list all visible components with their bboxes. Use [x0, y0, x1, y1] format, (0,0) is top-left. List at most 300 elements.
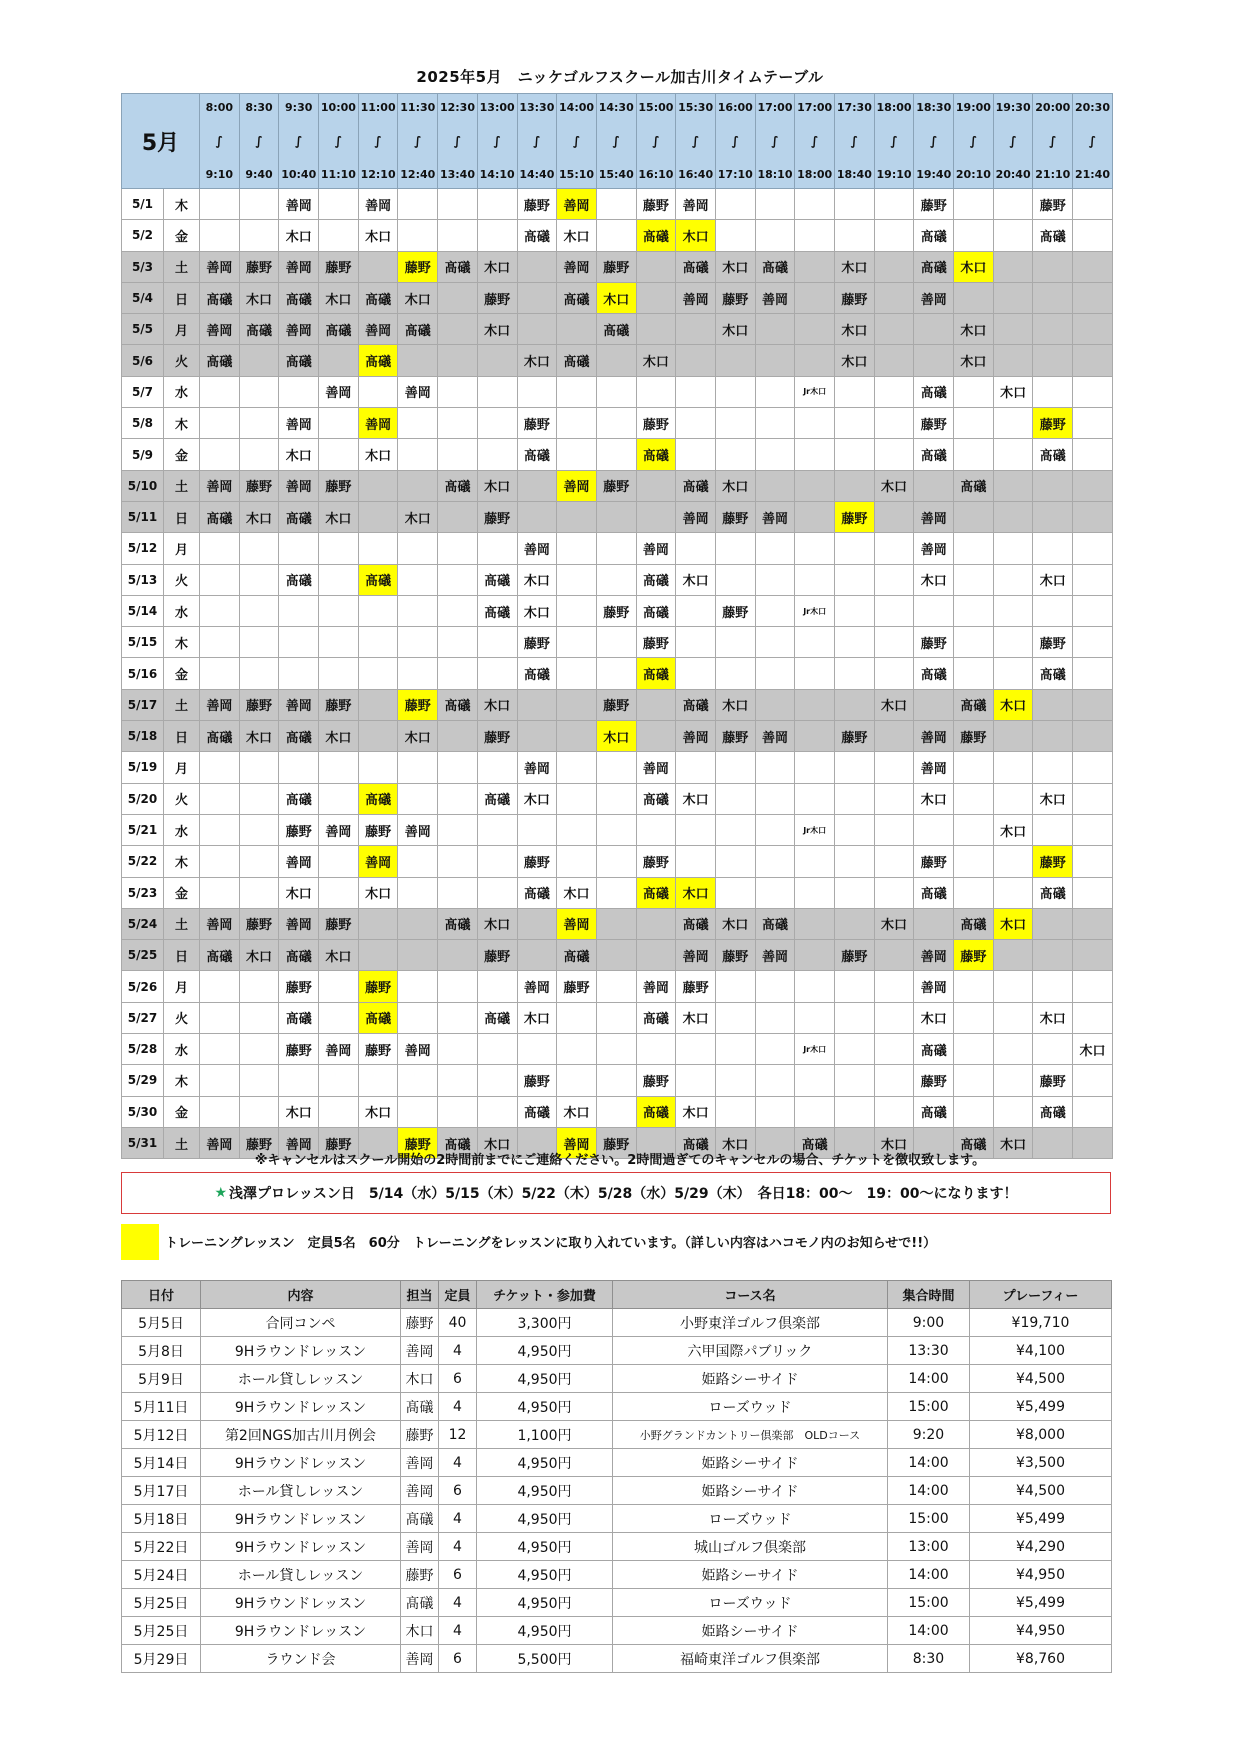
lesson-cell: [398, 533, 438, 564]
lesson-cell: [993, 721, 1033, 752]
lesson-cell: [200, 1096, 240, 1127]
event-row: [122, 1561, 1112, 1589]
time-slot-header: [914, 94, 954, 189]
lesson-cell: [993, 1034, 1033, 1065]
time-slot-header: [517, 94, 557, 189]
lesson-cell: [200, 220, 240, 251]
row-date: 5/20: [122, 783, 164, 814]
event-row: [122, 1617, 1112, 1645]
lesson-cell: [596, 1096, 636, 1127]
timetable-row: [122, 220, 1113, 251]
event-cell: 4: [439, 1505, 477, 1533]
lesson-cell: [874, 627, 914, 658]
lesson-cell: [954, 376, 994, 407]
timetable-row: [122, 689, 1113, 720]
lesson-cell: [636, 1034, 676, 1065]
time-slot: [438, 101, 477, 181]
lesson-cell: 藤野: [517, 1065, 557, 1096]
lesson-cell: [954, 439, 994, 470]
lesson-cell: [835, 1002, 875, 1033]
slot-start-time: 20:30: [1074, 101, 1110, 114]
lesson-cell: 藤野: [239, 470, 279, 501]
lesson-cell: 木口: [715, 251, 755, 282]
event-cell: ローズウッド: [613, 1393, 888, 1421]
lesson-cell: [874, 752, 914, 783]
range-mark: ∫: [334, 134, 343, 148]
slot-start-time: 18:00: [876, 101, 912, 114]
lesson-cell: 髙礒: [914, 439, 954, 470]
lesson-cell: 藤野: [358, 814, 398, 845]
lesson-cell: [1073, 1002, 1113, 1033]
lesson-cell: 木口: [279, 1096, 319, 1127]
lesson-cell: 木口: [239, 940, 279, 971]
lesson-cell: [795, 940, 835, 971]
time-slot-header: [1033, 94, 1073, 189]
timetable-row: [122, 251, 1113, 282]
event-row: [122, 1421, 1112, 1449]
lesson-cell: [438, 408, 478, 439]
lesson-cell: 髙礒: [954, 689, 994, 720]
range-mark: ∫: [810, 134, 819, 148]
lesson-cell: [596, 908, 636, 939]
lesson-cell: 善岡: [755, 940, 795, 971]
lesson-cell: [1073, 376, 1113, 407]
lesson-cell: 善岡: [636, 533, 676, 564]
lesson-cell: [557, 721, 597, 752]
lesson-cell: [1073, 595, 1113, 626]
events-column-header: 集合時間: [888, 1281, 970, 1309]
lesson-cell: [874, 439, 914, 470]
event-cell: 40: [439, 1309, 477, 1337]
lesson-cell: 藤野: [636, 846, 676, 877]
range-mark: ∫: [691, 134, 700, 148]
row-weekday: 火: [164, 564, 200, 595]
event-cell: 5月5日: [122, 1309, 201, 1337]
lesson-cell: 善岡: [319, 814, 359, 845]
lesson-cell: 藤野: [835, 940, 875, 971]
lesson-cell: [596, 376, 636, 407]
slot-end-time: 12:10: [360, 168, 396, 181]
lesson-cell: [715, 533, 755, 564]
lesson-cell: 髙礒: [954, 908, 994, 939]
time-slot-header: [279, 94, 319, 189]
event-cell: ¥3,500: [970, 1449, 1112, 1477]
lesson-cell: [795, 1002, 835, 1033]
event-cell: 4,950円: [477, 1589, 613, 1617]
lesson-cell: 木口: [239, 721, 279, 752]
event-cell: 5月22日: [122, 1533, 201, 1561]
timetable-row: [122, 1065, 1113, 1096]
lesson-cell: 木口: [715, 314, 755, 345]
lesson-cell: 善岡: [914, 721, 954, 752]
event-cell: 4,950円: [477, 1337, 613, 1365]
lesson-cell: [795, 564, 835, 595]
row-date: 5/29: [122, 1065, 164, 1096]
row-date: 5/13: [122, 564, 164, 595]
lesson-cell: [874, 501, 914, 532]
range-mark: ∫: [1088, 134, 1097, 148]
lesson-cell: 木口: [715, 689, 755, 720]
lesson-cell: 善岡: [279, 1127, 319, 1158]
lesson-cell: [279, 658, 319, 689]
lesson-cell: [398, 846, 438, 877]
event-cell: 5月12日: [122, 1421, 201, 1449]
lesson-cell: 髙礒: [914, 251, 954, 282]
lesson-cell: [358, 658, 398, 689]
lesson-cell: [755, 877, 795, 908]
lesson-cell: [715, 658, 755, 689]
lesson-cell: [1073, 846, 1113, 877]
row-date: 5/23: [122, 877, 164, 908]
training-lesson-cell: 木口: [676, 220, 716, 251]
time-slot: [676, 101, 715, 181]
lesson-cell: 木口: [319, 940, 359, 971]
lesson-cell: [517, 282, 557, 313]
lesson-cell: [319, 1002, 359, 1033]
event-cell: 木口: [401, 1365, 439, 1393]
time-slot-header: [596, 94, 636, 189]
lesson-cell: [715, 783, 755, 814]
lesson-cell: 善岡: [200, 314, 240, 345]
lesson-cell: [874, 282, 914, 313]
slot-end-time: 18:00: [797, 168, 833, 181]
lesson-cell: [438, 658, 478, 689]
row-weekday: 日: [164, 940, 200, 971]
range-mark: ∫: [215, 134, 223, 148]
event-cell: ¥8,000: [970, 1421, 1112, 1449]
lesson-cell: [596, 189, 636, 220]
lesson-cell: [715, 814, 755, 845]
timetable-row: [122, 1096, 1113, 1127]
lesson-cell: [755, 814, 795, 845]
lesson-cell: [438, 721, 478, 752]
time-slot: [835, 101, 874, 181]
lesson-cell: [398, 877, 438, 908]
lesson-cell: [715, 564, 755, 595]
event-cell: 5月25日: [122, 1617, 201, 1645]
event-cell: ローズウッド: [613, 1589, 888, 1617]
lesson-cell: [755, 314, 795, 345]
lesson-cell: [874, 376, 914, 407]
slot-start-time: 14:00: [559, 101, 595, 114]
lesson-cell: [239, 1034, 279, 1065]
slot-start-time: 17:30: [836, 101, 872, 114]
event-cell: 4,950円: [477, 1449, 613, 1477]
lesson-cell: [557, 314, 597, 345]
event-cell: 姫路シーサイド: [613, 1477, 888, 1505]
lesson-cell: 善岡: [358, 314, 398, 345]
lesson-cell: [1073, 627, 1113, 658]
events-column-header: コース名: [613, 1281, 888, 1309]
event-cell: 4,950円: [477, 1617, 613, 1645]
lesson-cell: [438, 595, 478, 626]
event-cell: 藤野: [401, 1309, 439, 1337]
lesson-cell: 髙礒: [279, 1002, 319, 1033]
time-slot: [1033, 101, 1072, 181]
event-cell: 15:00: [888, 1589, 970, 1617]
lesson-cell: [239, 376, 279, 407]
event-cell: 5月25日: [122, 1589, 201, 1617]
lesson-cell: 藤野: [1033, 627, 1073, 658]
lesson-cell: [715, 846, 755, 877]
event-cell: 善岡: [401, 1449, 439, 1477]
event-cell: 城山ゴルフ倶楽部: [613, 1533, 888, 1561]
lesson-cell: 木口: [914, 1002, 954, 1033]
event-cell: 4,950円: [477, 1561, 613, 1589]
lesson-cell: 木口: [954, 314, 994, 345]
row-date: 5/3: [122, 251, 164, 282]
event-cell: ラウンド会: [201, 1645, 401, 1673]
lesson-cell: 藤野: [1033, 1065, 1073, 1096]
lesson-cell: [557, 783, 597, 814]
lesson-cell: 藤野: [715, 501, 755, 532]
event-cell: 14:00: [888, 1477, 970, 1505]
slot-start-time: 17:00: [757, 101, 793, 114]
lesson-cell: 髙礒: [438, 251, 478, 282]
lesson-cell: 木口: [358, 1096, 398, 1127]
junior-lesson-cell: Jr木口: [795, 595, 835, 626]
lesson-cell: [755, 408, 795, 439]
range-mark: ∫: [1049, 134, 1057, 148]
lesson-cell: [239, 971, 279, 1002]
lesson-cell: 木口: [319, 282, 359, 313]
lesson-cell: [1033, 940, 1073, 971]
lesson-cell: [755, 752, 795, 783]
lesson-cell: [319, 627, 359, 658]
lesson-cell: [596, 345, 636, 376]
lesson-cell: [795, 189, 835, 220]
lesson-cell: [795, 251, 835, 282]
time-slot: [795, 101, 834, 181]
lesson-cell: 藤野: [914, 627, 954, 658]
lesson-cell: [993, 877, 1033, 908]
lesson-cell: [676, 627, 716, 658]
lesson-cell: [795, 971, 835, 1002]
row-date: 5/31: [122, 1127, 164, 1158]
lesson-cell: 木口: [398, 501, 438, 532]
cancel-note: ※キャンセルはスクール開始の2時間前までにご連絡ください。2時間過ぎてのキャンセルの場合、チケットを徴収致します。: [254, 1153, 986, 1168]
lesson-cell: [954, 846, 994, 877]
asazawa-pro-lesson-notice: [121, 1172, 1111, 1214]
lesson-cell: [993, 408, 1033, 439]
lesson-cell: [279, 376, 319, 407]
lesson-cell: [795, 627, 835, 658]
row-weekday: 月: [164, 533, 200, 564]
event-cell: 9:00: [888, 1309, 970, 1337]
lesson-cell: [795, 783, 835, 814]
lesson-cell: [1033, 689, 1073, 720]
lesson-cell: [517, 940, 557, 971]
lesson-cell: [993, 846, 1033, 877]
lesson-cell: [596, 1002, 636, 1033]
lesson-cell: [557, 1065, 597, 1096]
lesson-cell: 髙礒: [200, 940, 240, 971]
lesson-cell: 髙礒: [676, 470, 716, 501]
lesson-cell: 木口: [1033, 1002, 1073, 1033]
lesson-cell: 善岡: [676, 940, 716, 971]
range-mark: ∫: [572, 134, 581, 148]
lesson-cell: [358, 533, 398, 564]
lesson-cell: [715, 1096, 755, 1127]
lesson-cell: [636, 376, 676, 407]
lesson-cell: 藤野: [239, 1127, 279, 1158]
lesson-cell: 木口: [874, 908, 914, 939]
row-date: 5/27: [122, 1002, 164, 1033]
row-date: 5/2: [122, 220, 164, 251]
lesson-cell: [835, 752, 875, 783]
lesson-cell: 髙礒: [279, 564, 319, 595]
slot-start-time: 19:00: [955, 101, 991, 114]
lesson-cell: 木口: [319, 501, 359, 532]
row-date: 5/22: [122, 846, 164, 877]
row-date: 5/5: [122, 314, 164, 345]
lesson-cell: [438, 752, 478, 783]
lesson-cell: [1073, 439, 1113, 470]
lesson-cell: 善岡: [676, 189, 716, 220]
timetable-row: [122, 282, 1113, 313]
lesson-cell: [596, 1034, 636, 1065]
range-mark: ∫: [890, 134, 898, 148]
lesson-cell: [874, 877, 914, 908]
lesson-cell: [1073, 658, 1113, 689]
lesson-cell: 木口: [914, 783, 954, 814]
lesson-cell: 藤野: [636, 627, 676, 658]
lesson-cell: [557, 595, 597, 626]
lesson-cell: [557, 814, 597, 845]
time-slot: [478, 101, 517, 181]
lesson-cell: 髙礒: [358, 282, 398, 313]
event-cell: 4: [439, 1617, 477, 1645]
lesson-cell: [954, 564, 994, 595]
lesson-cell: [596, 783, 636, 814]
row-date: 5/9: [122, 439, 164, 470]
lesson-cell: 善岡: [200, 470, 240, 501]
lesson-cell: [874, 564, 914, 595]
event-cell: 第2回NGS加古川月例会: [201, 1421, 401, 1449]
event-cell: 5,500円: [477, 1645, 613, 1673]
row-weekday: 月: [164, 971, 200, 1002]
time-slot-header: [358, 94, 398, 189]
lesson-cell: 木口: [1073, 1034, 1113, 1065]
lesson-cell: [954, 533, 994, 564]
lesson-cell: [319, 533, 359, 564]
lesson-cell: [398, 1065, 438, 1096]
training-lesson-cell: 髙礒: [636, 439, 676, 470]
lesson-cell: [993, 971, 1033, 1002]
lesson-cell: [438, 564, 478, 595]
time-slot: [240, 101, 279, 181]
lesson-cell: [438, 533, 478, 564]
event-cell: 6: [439, 1365, 477, 1393]
row-weekday: 月: [164, 752, 200, 783]
lesson-cell: [239, 533, 279, 564]
lesson-cell: [557, 1034, 597, 1065]
lesson-cell: [874, 971, 914, 1002]
time-slot-header: [676, 94, 716, 189]
lesson-cell: [398, 189, 438, 220]
event-cell: ¥5,499: [970, 1393, 1112, 1421]
lesson-cell: [715, 439, 755, 470]
row-weekday: 土: [164, 908, 200, 939]
lesson-cell: [398, 1002, 438, 1033]
timetable: [121, 93, 1113, 1159]
lesson-cell: 木口: [517, 595, 557, 626]
lesson-cell: 髙礒: [636, 564, 676, 595]
lesson-cell: 木口: [954, 345, 994, 376]
lesson-cell: 藤野: [835, 721, 875, 752]
timetable-body: [122, 189, 1113, 1159]
lesson-cell: [319, 971, 359, 1002]
lesson-cell: [398, 1096, 438, 1127]
training-lesson-cell: 善岡: [358, 408, 398, 439]
slot-start-time: 13:30: [519, 101, 555, 114]
lesson-cell: 髙礒: [477, 1002, 517, 1033]
lesson-cell: [993, 940, 1033, 971]
lesson-cell: [914, 908, 954, 939]
row-weekday: 日: [164, 282, 200, 313]
row-weekday: 水: [164, 1034, 200, 1065]
events-header-row: [122, 1281, 1112, 1309]
star-icon: ★: [214, 1185, 228, 1201]
lesson-cell: 藤野: [636, 189, 676, 220]
event-row: [122, 1589, 1112, 1617]
lesson-cell: 髙礒: [557, 282, 597, 313]
lesson-cell: [358, 721, 398, 752]
lesson-cell: 善岡: [279, 846, 319, 877]
lesson-cell: [676, 658, 716, 689]
lesson-cell: [279, 1065, 319, 1096]
lesson-cell: 藤野: [596, 1127, 636, 1158]
lesson-cell: [596, 220, 636, 251]
event-cell: 5月9日: [122, 1365, 201, 1393]
range-mark: ∫: [374, 134, 382, 148]
lesson-cell: [715, 220, 755, 251]
lesson-cell: 髙礒: [1033, 439, 1073, 470]
timetable-row: [122, 627, 1113, 658]
lesson-cell: [239, 846, 279, 877]
range-mark: ∫: [255, 134, 263, 148]
lesson-cell: [954, 1034, 994, 1065]
lesson-cell: [319, 595, 359, 626]
row-weekday: 木: [164, 408, 200, 439]
lesson-cell: 藤野: [914, 408, 954, 439]
lesson-cell: [319, 752, 359, 783]
event-cell: 4: [439, 1337, 477, 1365]
lesson-cell: [438, 439, 478, 470]
lesson-cell: [954, 408, 994, 439]
lesson-cell: [715, 1065, 755, 1096]
lesson-cell: [954, 783, 994, 814]
event-row: [122, 1505, 1112, 1533]
lesson-cell: 善岡: [914, 533, 954, 564]
lesson-cell: 髙礒: [438, 470, 478, 501]
lesson-cell: 髙礒: [438, 689, 478, 720]
lesson-cell: [477, 408, 517, 439]
lesson-cell: 髙礒: [517, 1096, 557, 1127]
row-weekday: 火: [164, 1002, 200, 1033]
lesson-cell: [874, 220, 914, 251]
timetable-row: [122, 1002, 1113, 1033]
lesson-cell: [1073, 908, 1113, 939]
time-slot: [1073, 101, 1112, 181]
lesson-cell: [835, 189, 875, 220]
lesson-cell: [477, 627, 517, 658]
lesson-cell: [279, 752, 319, 783]
lesson-cell: [676, 408, 716, 439]
time-slot: [716, 101, 755, 181]
lesson-cell: 髙礒: [239, 314, 279, 345]
lesson-cell: 善岡: [279, 251, 319, 282]
